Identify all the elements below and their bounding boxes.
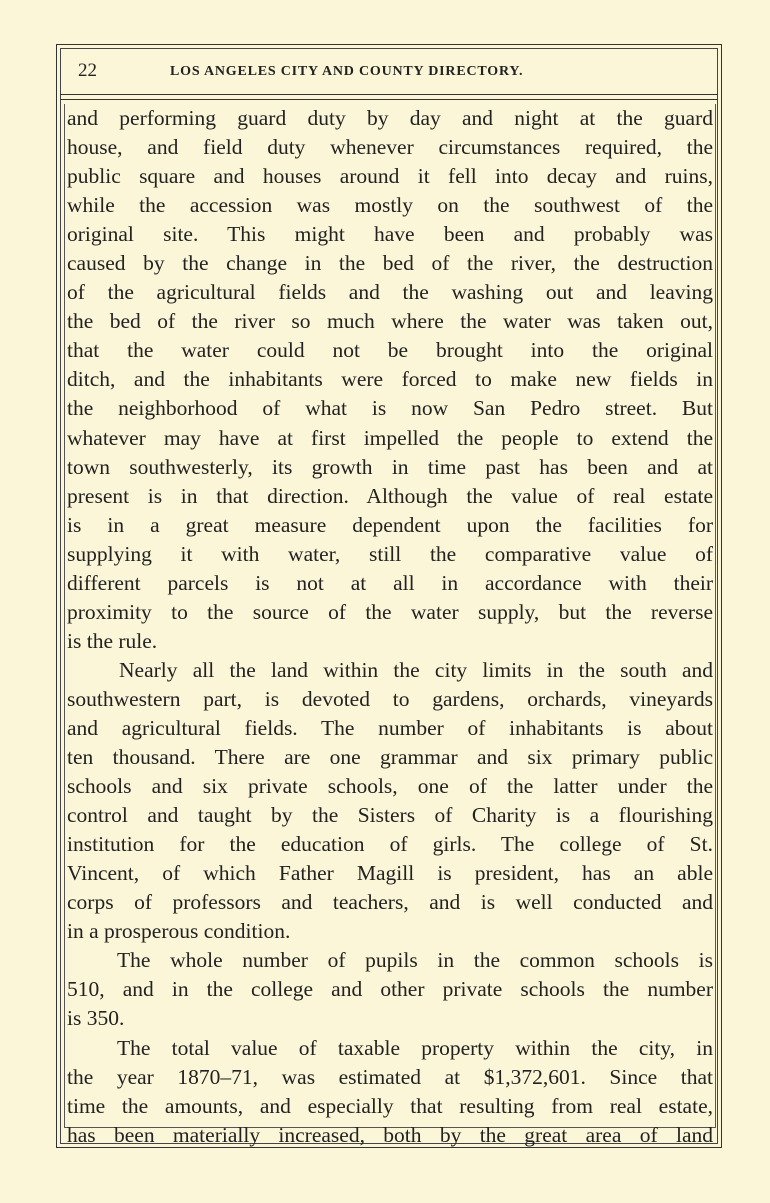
text-line: the year 1870–71, was estimated at $1,372,601. Since that [67, 1064, 713, 1089]
text-line: whatever may have at first impelled the people to extend the [67, 425, 713, 450]
page-number: 22 [78, 60, 97, 81]
text-line: supplying it with water, still the comparative value of [67, 541, 713, 566]
text-line: present is in that direction. Although the value of real estate [67, 483, 713, 508]
text-line: the neighborhood of what is now San Pedro street. But [67, 396, 713, 421]
text-line: is in a great measure dependent upon the facilities for [67, 512, 713, 537]
text-line: house, and field duty whenever circumstances required, the [67, 135, 713, 160]
text-line: 510, and in the college and other private schools the number [67, 977, 713, 1002]
text-line: Vincent, of which Father Magill is president, has an able [67, 861, 713, 886]
header-rule [60, 94, 718, 95]
text-line: is the rule. [67, 628, 158, 653]
text-line: schools and six private schools, one of the latter under the [67, 774, 713, 799]
header-rule-double [60, 99, 718, 100]
text-line: corps of professors and teachers, and is well conducted and [67, 890, 713, 915]
running-head: LOS ANGELES CITY AND COUNTY DIRECTORY. [170, 64, 524, 79]
text-line: different parcels is not at all in accordance with their [67, 570, 713, 595]
text-line: is 350. [67, 1006, 125, 1031]
paragraph-start-line: The total value of taxable property within the city, in [117, 1035, 713, 1060]
text-line: has been materially increased, both by the great area of land [67, 1122, 713, 1147]
text-line: town southwesterly, its growth in time past has been and at [67, 454, 713, 479]
text-line: of the agricultural fields and the washing out and leaving [67, 280, 713, 305]
paragraph-start-line: The whole number of pupils in the common schools is [117, 948, 713, 973]
text-line: southwestern part, is devoted to gardens, orchards, vineyards [67, 686, 713, 711]
text-line: proximity to the source of the water supply, but the reverse [67, 599, 713, 624]
text-line: caused by the change in the bed of the river, the destruction [67, 251, 713, 276]
paragraph-start-line: Nearly all the land within the city limits in the south and [119, 657, 713, 682]
page-header [60, 58, 718, 88]
text-line: public square and houses around it fell into decay and ruins, [67, 164, 713, 189]
body-text [64, 104, 716, 1147]
text-line: while the accession was mostly on the southwest of the [67, 193, 713, 218]
text-line: ditch, and the inhabitants were forced to make new fields in [67, 367, 713, 392]
text-line: and performing guard duty by day and night at the guard [67, 106, 713, 130]
text-line: the bed of the river so much where the water was taken out, [67, 309, 713, 334]
text-line: and agricultural fields. The number of inhabitants is about [67, 715, 713, 740]
text-line: in a prosperous condition. [67, 919, 291, 944]
text-line: ten thousand. There are one grammar and six primary public [67, 745, 713, 770]
text-line: control and taught by the Sisters of Charity is a flourishing [67, 803, 713, 828]
text-line: institution for the education of girls. The college of St. [67, 832, 713, 857]
text-line: time the amounts, and especially that resulting from real estate, [67, 1093, 713, 1118]
text-line: original site. This might have been and probably was [67, 222, 713, 247]
text-line: that the water could not be brought into the original [67, 338, 713, 363]
